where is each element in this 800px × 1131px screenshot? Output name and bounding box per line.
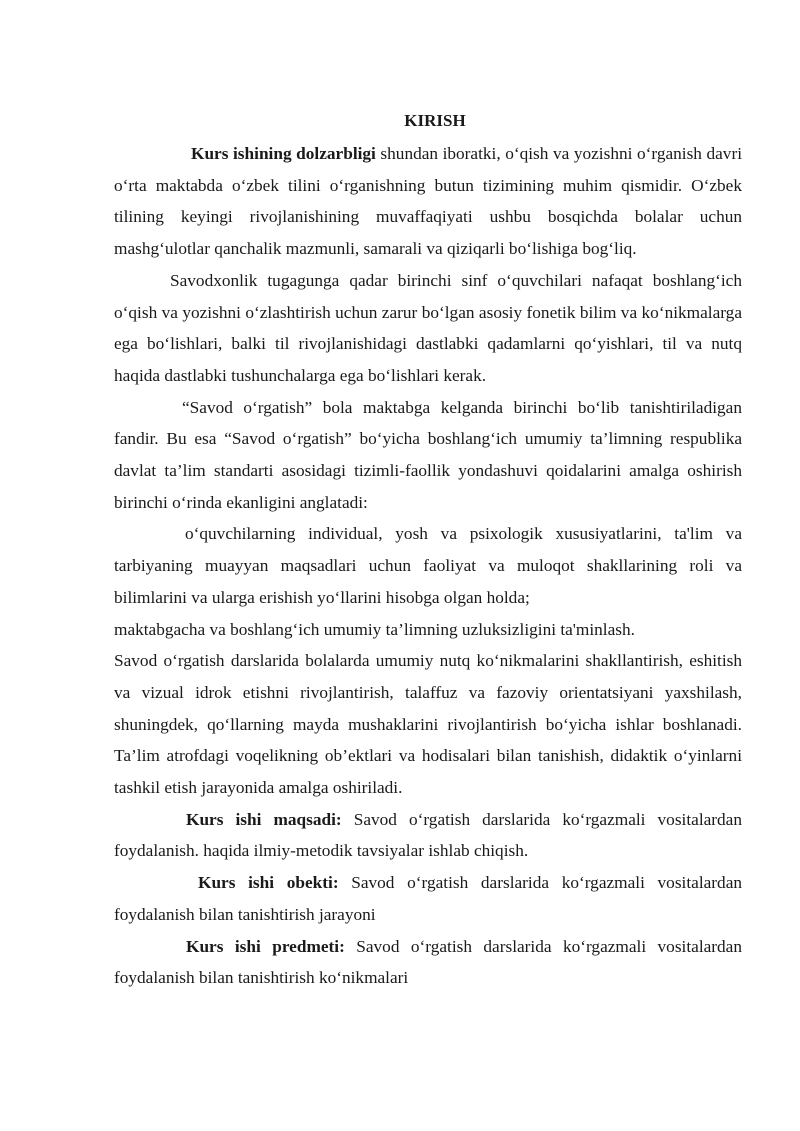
relevance-text: shundan iboratki, o‘qish va yozishni o‘rganish davri o‘rta maktabda o‘zbek tilini o‘rganishning butun tizimining muhim qismidir. O‘zbek tilining keyingi rivojlanishining muvaffaqiyati ushbu bosqichda bolalar uchun mashg‘ulotlar qanchalik mazmunli, samarali va qiziqarli bo‘lishiga bog‘liq. [114, 144, 743, 259]
lessons-text: Savod o‘rgatish darslarida bolalarda umumiy nutq ko‘nikmalarini shakllantirish, eshitish va vizual idrok etishni rivojlantirish, talaffuz va fazoviy orientatsiyani yaxshilash, shuningdek, qo‘llarning mayda mushaklarini rivojlantirish bo‘yicha ishlar boshlanadi. Ta’lim atrofdagi voqelikning ob’ektlari va hodisalari bilan tanishish, didaktik o‘yinlarni tashkil etish jarayonida amalga oshiriladi. [114, 651, 742, 798]
goal-text: Savod o‘rgatish darslarida ko‘rgazmali vositalardan foydalanish. haqida ilmiy-metodik tavsiyalar ishlab chiqish. [114, 809, 742, 861]
page-title: KIRISH [404, 111, 466, 130]
subject-matter-label: Kurs ishi predmeti: [186, 936, 345, 956]
paragraph-goal [114, 804, 742, 867]
paragraph-subject [114, 392, 742, 519]
paragraph-students [114, 518, 742, 613]
subject-matter-text: Savod o‘rgatish darslarida ko‘rgazmali vositalardan foydalanish bilan tanishtirish ko‘nikmalari [114, 936, 742, 988]
object-text: Savod o‘rgatish darslarida ko‘rgazmali vositalardan foydalanish bilan tanishtirish jarayoni [114, 873, 743, 924]
subject-text: “Savod o‘rgatish” bola maktabga kelganda birinchi bo‘lib tanishtiriladigan fandir. Bu esa “Savod o‘rgatish” bo‘yicha boshlang‘ich umumiy ta’limning respublika davlat ta’lim standarti asosidagi tizimli-faollik yondashuvi qoidalarini amalga oshirish birinchi o‘rinda ekanligini anglatadi: [114, 397, 742, 512]
goal-label: Kurs ishi maqsadi: [186, 809, 342, 829]
students-text: o‘quvchilarning individual, yosh va psixologik xususiyatlarini, ta'lim va tarbiyaning muayyan maqsadlari uchun faoliyat va muloqot shakllarining roli va bilimlarini va ularga erishish yo‘llarini hisobga olgan holda; [114, 524, 742, 607]
literacy-text: Savodxonlik tugagunga qadar birinchi sinf o‘quvchilari nafaqat boshlang‘ich o‘qish va yozishni o‘zlashtirish uchun zarur bo‘lgan asosiy fonetik bilim va ko‘nikmalarga ega bo‘lishlari, balki til rivojlanishidagi dastlabki qadamlarni qo‘yishlari, til va nutq haqida dastlabki tushunchalarga ega bo‘lishlari kerak. [114, 270, 742, 385]
paragraph-relevance [114, 138, 742, 265]
continuity-text: maktabgacha va boshlang‘ich umumiy ta’limning uzluksizligini ta'minlash. [114, 619, 635, 639]
paragraph-literacy [114, 265, 742, 392]
paragraph-continuity [114, 614, 742, 646]
paragraph-subject-matter [114, 931, 742, 994]
paragraph-object [114, 867, 742, 930]
object-label: Kurs ishi obekti: [198, 873, 339, 893]
document-body [114, 104, 742, 994]
paragraph-lessons [114, 645, 742, 804]
relevance-label: Kurs ishining dolzarbligi [191, 144, 376, 163]
